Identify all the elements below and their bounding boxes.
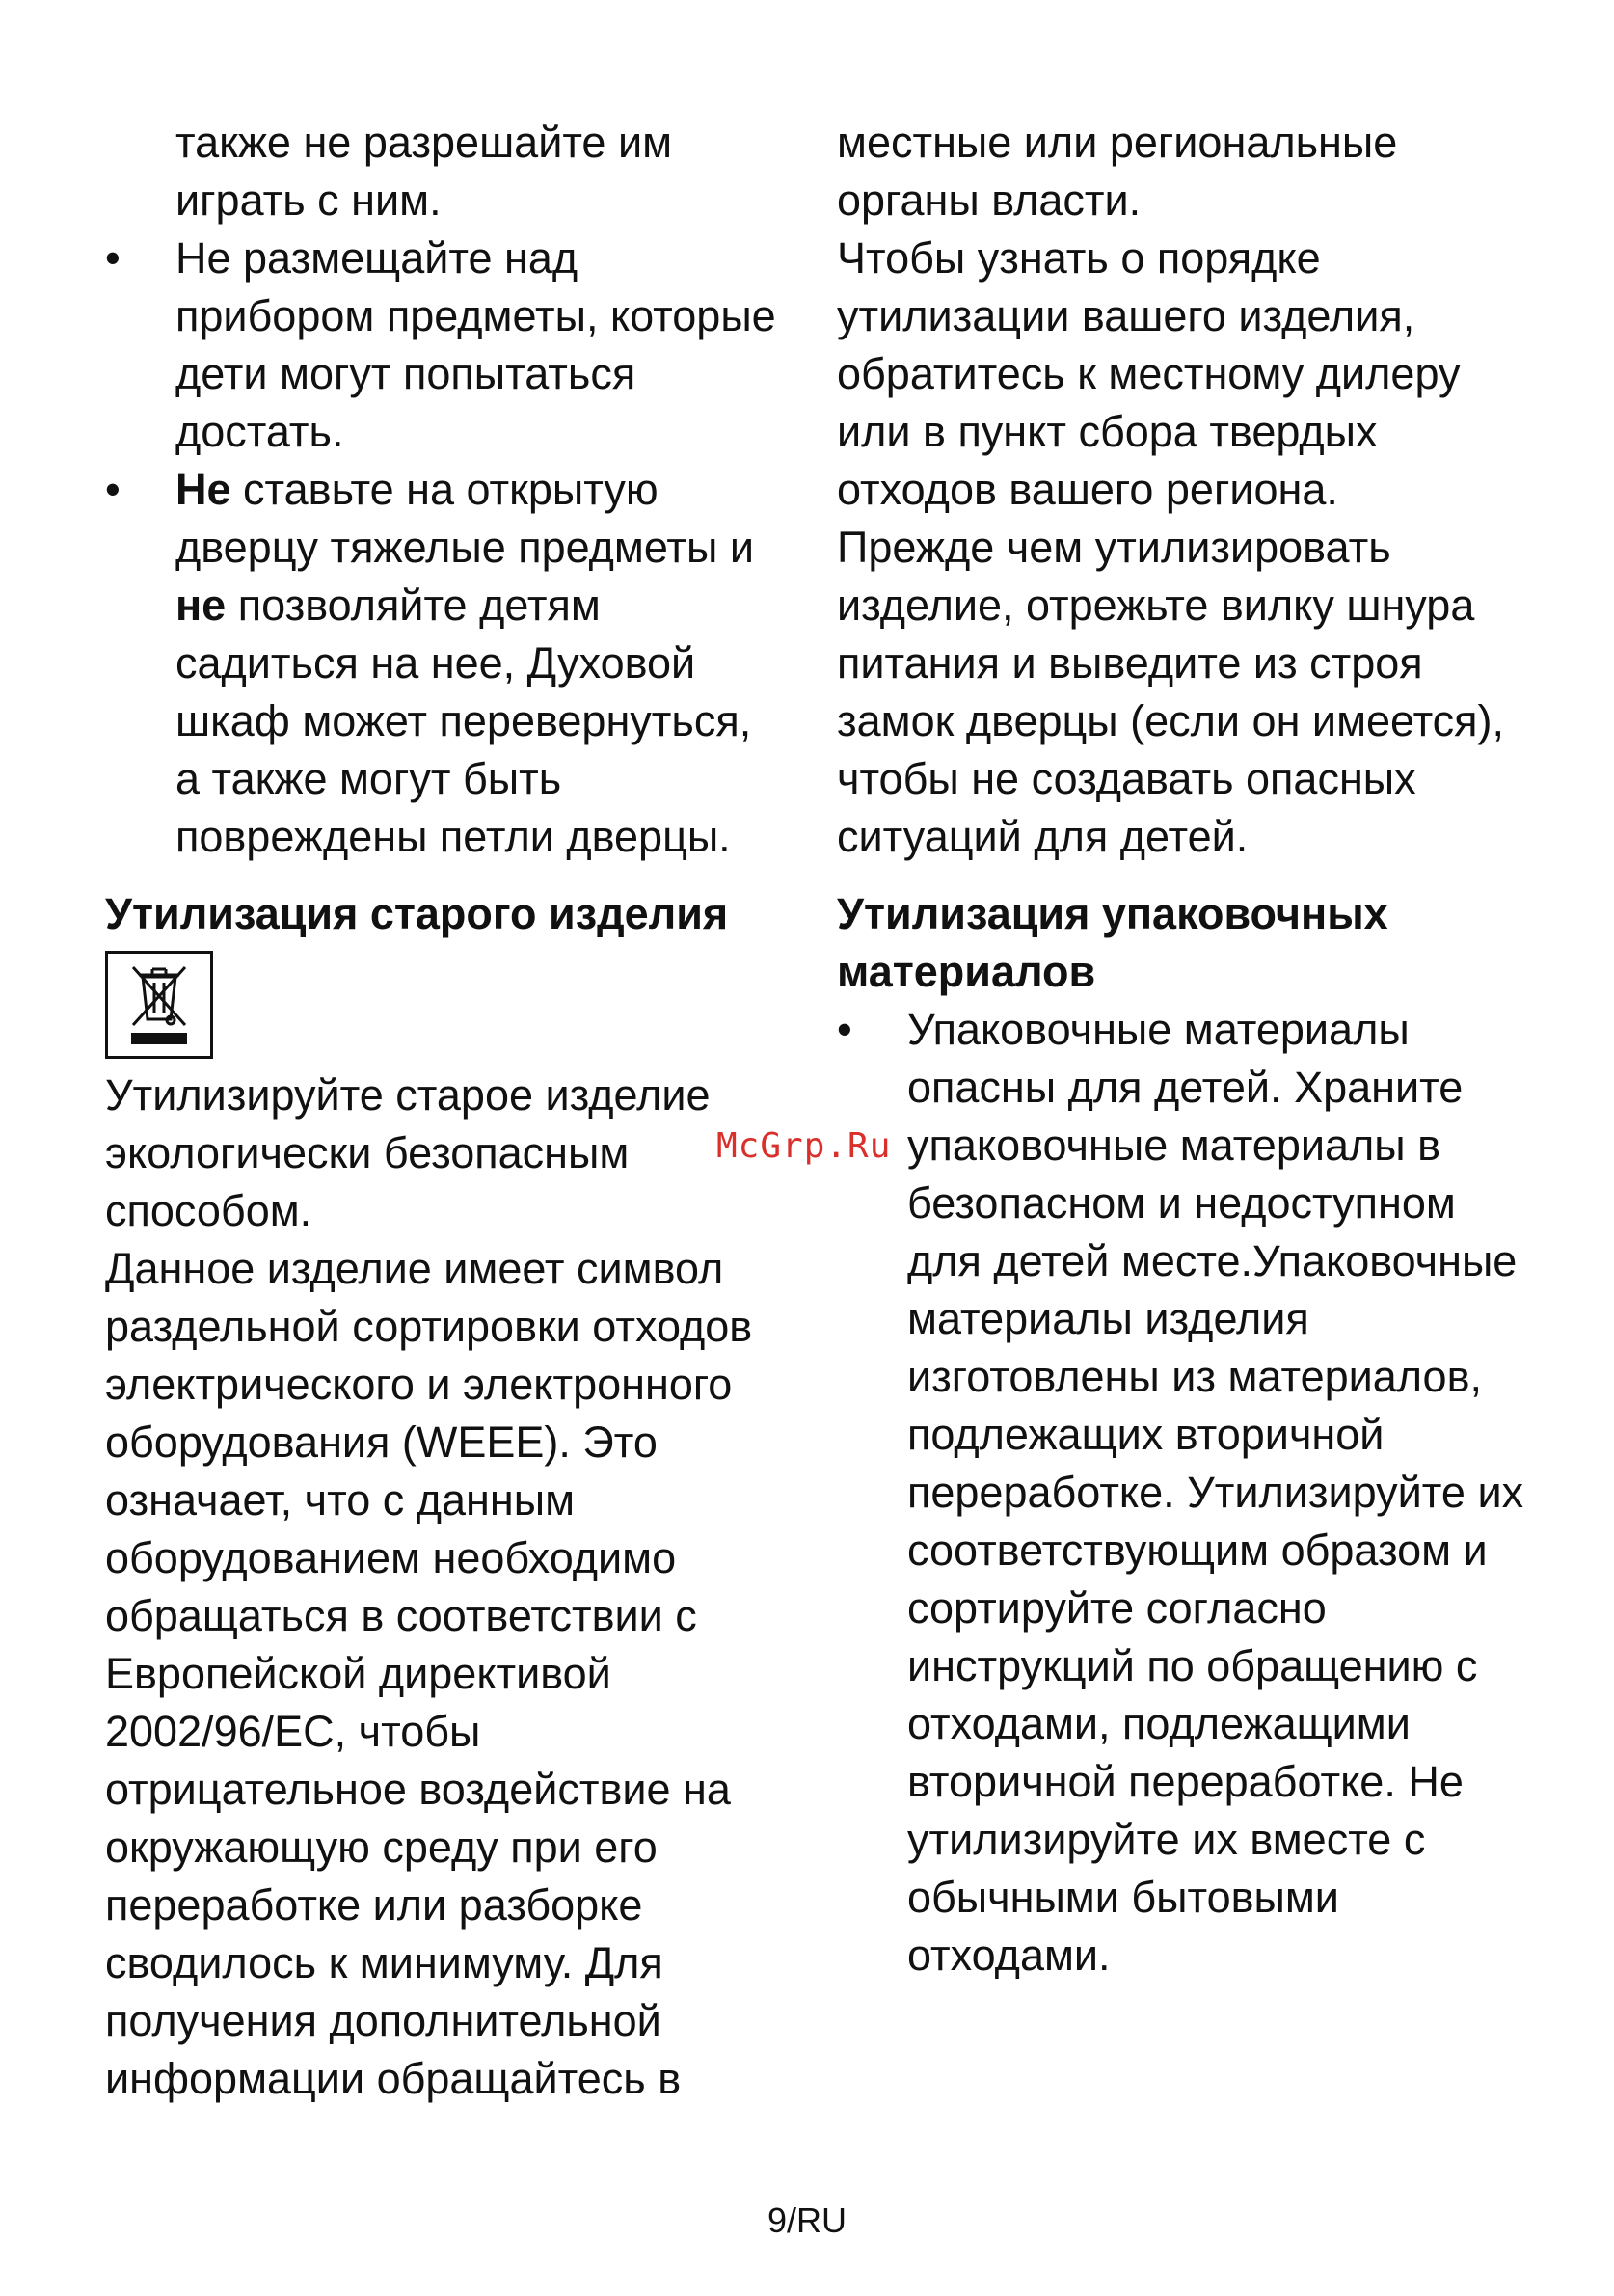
paragraph: Утилизируйте старое изделие экологически безопасным способом. [105,1070,711,1235]
bullet-item [105,230,780,461]
bullet-item [105,461,780,866]
bold-emphasis: не [175,581,227,630]
bullet-text: Не размещайте над прибором предметы, которые дети могут попытаться достать. [175,233,776,456]
right-column [837,114,1531,1985]
bullet-text: ставьте на открытую дверцу тяжелые предметы и [175,465,754,572]
bullet-text: Упаковочные материалы опасны для детей. Храните упаковочные материалы в безопасном и недоступном для детей месте.Упаковочные материалы изделия изготовлены из материалов, подлежащих вторичной переработке. Утилизируйте их соответствующим образом и сортируйте согласно инструкций по обращению с отходами, подлежащими вторичной переработке. Не утилизируйте их вместе с обычными бытовыми отходами. [907,1005,1524,1980]
paragraph: местные или региональные органы власти. [837,118,1398,225]
continued-text: также не разрешайте им играть с ним. [175,118,673,225]
bullet-marker: • [837,1005,852,1054]
crossed-bin-icon [118,959,201,1050]
paragraph: Прежде чем утилизировать изделие, отрежьте вилку шнура питания и выведите из строя замок дверцы (если он имеется), чтобы не создавать опасных ситуаций для детей. [837,523,1505,861]
left-column [105,114,780,2108]
bold-emphasis: Не [175,465,231,514]
paragraph: Данное изделие имеет символ раздельной сортировки отходов электрического и электронного оборудования (WEEE). Это означает, что с данным оборудованием необходимо обращаться в соответствии с Европейской директивой 2002/96/ЕС, чтобы отрицательное воздействие на окружающую среду при его переработке или разборке сводилось к минимуму. Для получения дополнительной информации обращайтесь в [105,1244,753,2103]
section-heading: Утилизация упаковочных материалов [837,889,1388,996]
bullet-marker: • [105,233,121,283]
bullet-marker: • [105,465,121,514]
bullet-text: позволяйте детям садиться на нее, Духовой шкаф может перевернуться, а также могут быть повреждены петли дверцы. [175,581,752,861]
paragraph: Чтобы узнать о порядке утилизации вашего изделия, обратитесь к местному дилеру или в пункт сбора твердых отходов вашего региона. [837,233,1461,514]
bullet-item [837,1001,1531,1985]
watermark: McGrp.Ru [716,1126,892,1166]
weee-symbol [105,951,213,1059]
section-heading: Утилизация старого изделия [105,889,729,938]
page-number: 9/RU [767,2201,847,2240]
